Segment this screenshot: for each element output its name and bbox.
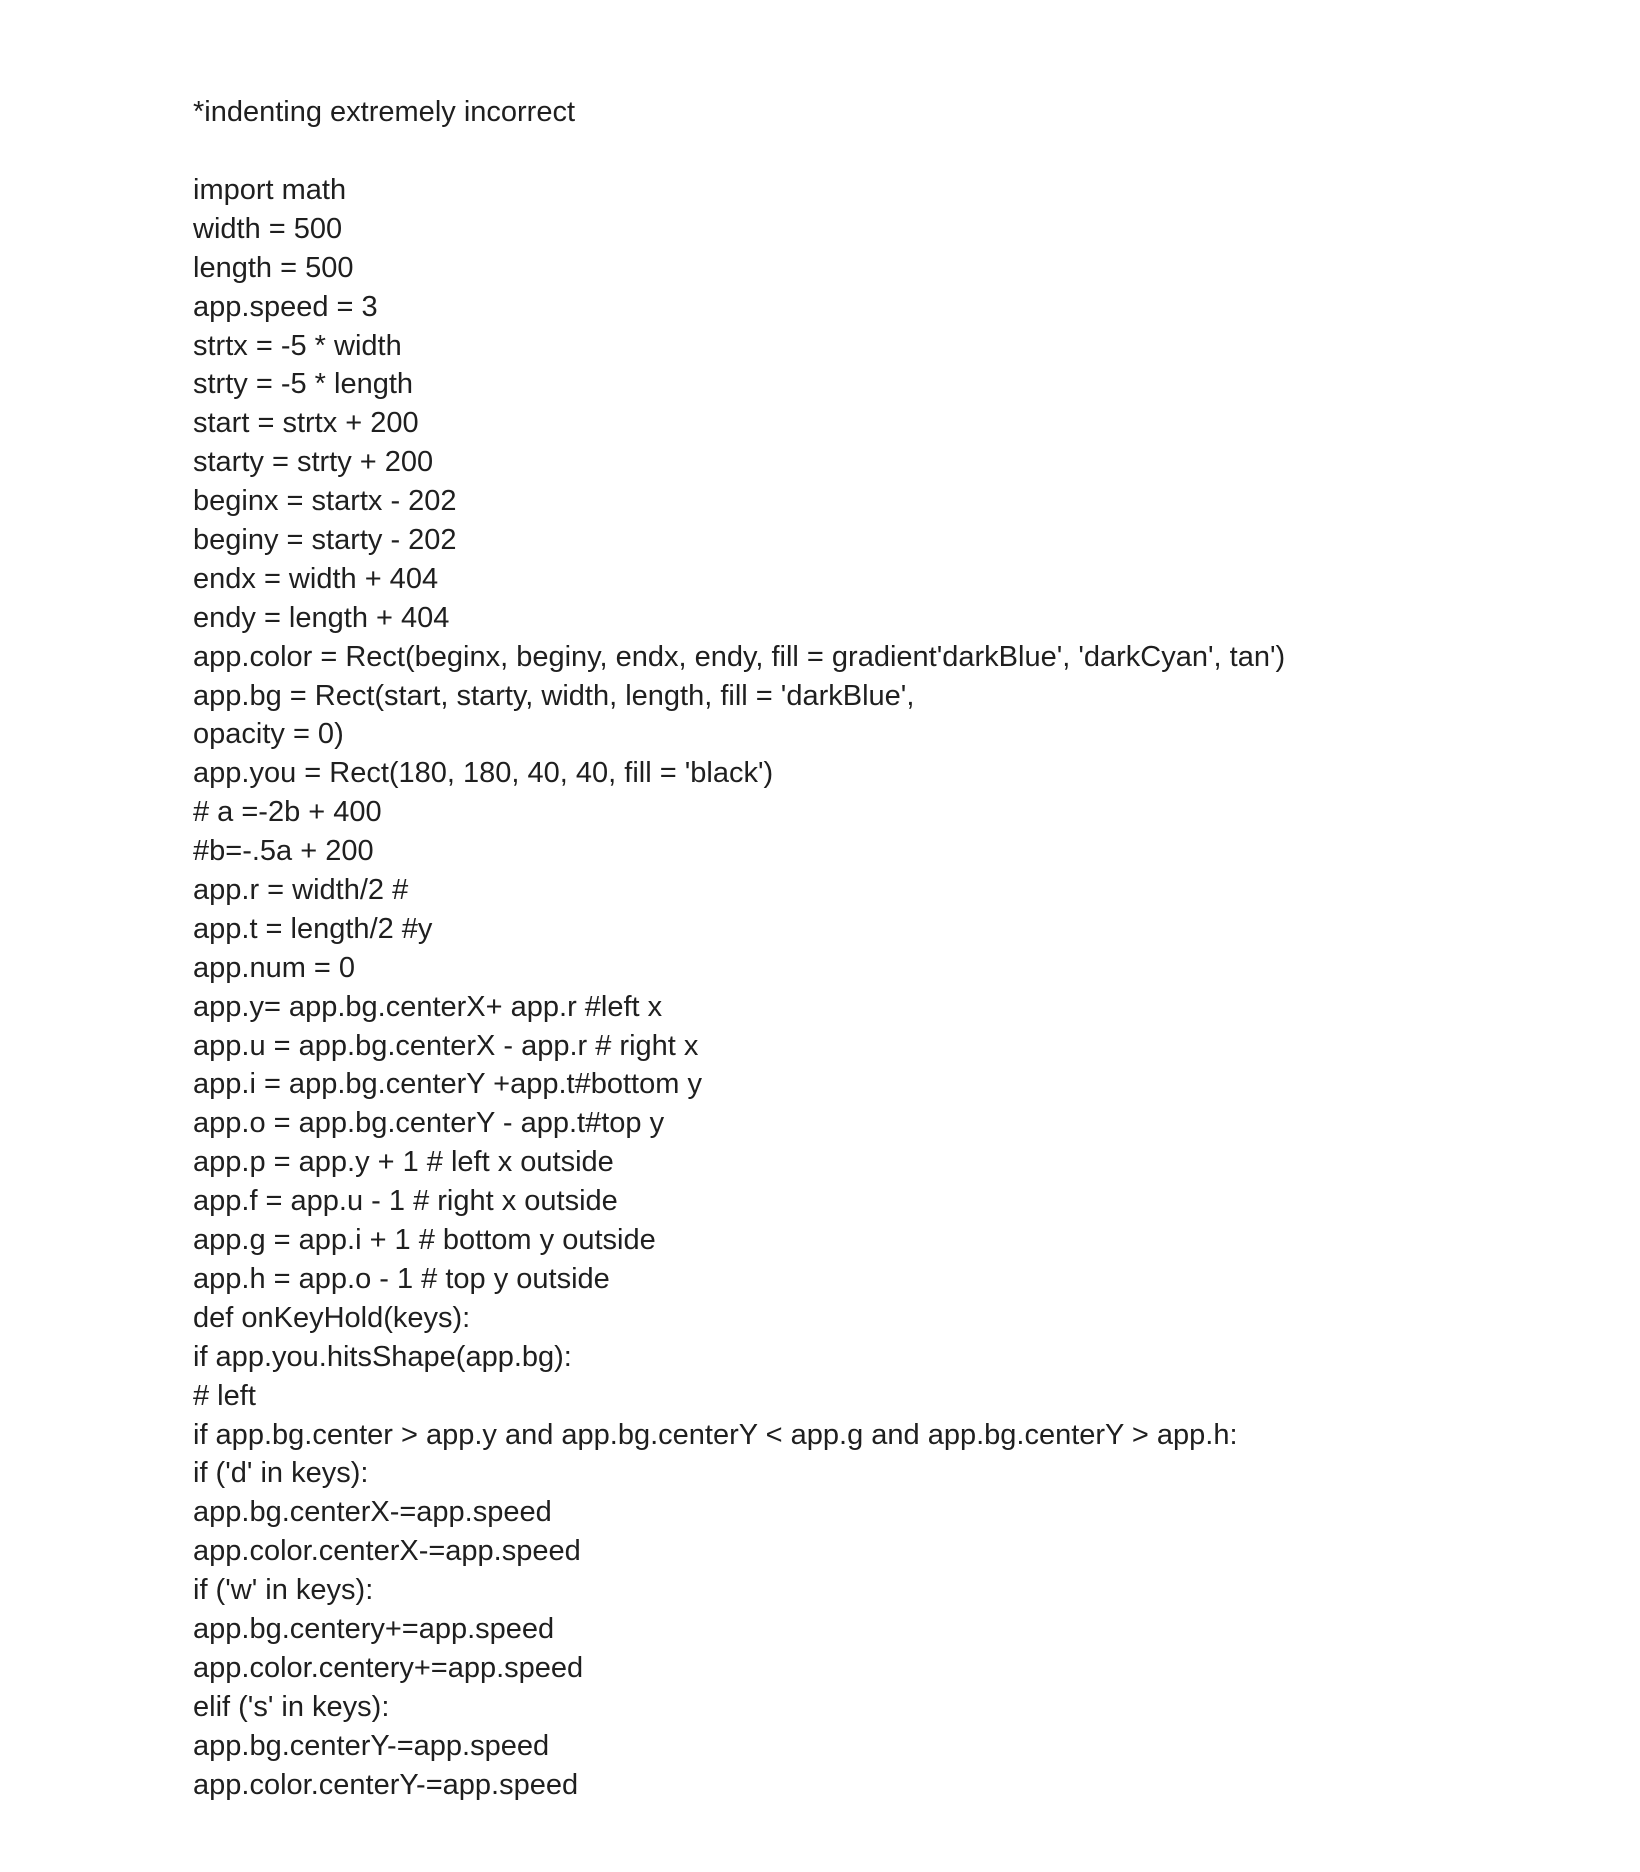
document-body	[193, 93, 1573, 1804]
code-line: app.t = length/2 #y	[193, 912, 433, 945]
code-line: app.bg = Rect(start, starty, width, length, fill = 'darkBlue',	[193, 679, 915, 712]
code-line: starty = strty + 200	[193, 446, 434, 479]
code-line: app.y= app.bg.centerX+ app.r #left x	[193, 990, 663, 1023]
code-line: endy = length + 404	[193, 601, 450, 634]
code-line: app.bg.centery+=app.speed	[193, 1612, 555, 1645]
indent-note: *indenting extremely incorrect	[193, 96, 576, 128]
code-line: if ('w' in keys):	[193, 1574, 374, 1607]
code-line: app.bg.centerY-=app.speed	[193, 1729, 550, 1762]
code-line: endx = width + 404	[193, 562, 439, 595]
code-line: app.color = Rect(beginx, beginy, endx, endy, fill = gradient'darkBlue', 'darkCyan', tan')	[193, 640, 1286, 673]
code-line: length = 500	[193, 251, 354, 284]
code-listing	[193, 171, 1573, 1804]
code-line: #b=-.5a + 200	[193, 835, 374, 868]
code-line: app.speed = 3	[193, 290, 378, 323]
code-line: app.u = app.bg.centerX - app.r # right x	[193, 1029, 699, 1062]
code-line: beginy = starty - 202	[193, 524, 457, 557]
code-line: app.p = app.y + 1 # left x outside	[193, 1146, 614, 1179]
code-line: opacity = 0)	[193, 718, 344, 751]
code-line: app.o = app.bg.centerY - app.t#top y	[193, 1107, 665, 1140]
code-line: width = 500	[193, 212, 343, 245]
code-line: app.bg.centerX-=app.speed	[193, 1496, 552, 1529]
code-line: app.color.centerX-=app.speed	[193, 1535, 581, 1568]
code-line: if app.bg.center > app.y and app.bg.centerY < app.g and app.bg.centerY > app.h:	[193, 1418, 1238, 1451]
code-line: app.color.centerY-=app.speed	[193, 1768, 579, 1801]
code-line: app.color.centery+=app.speed	[193, 1651, 584, 1684]
code-line: app.h = app.o - 1 # top y outside	[193, 1262, 610, 1295]
code-line: app.g = app.i + 1 # bottom y outside	[193, 1224, 656, 1257]
code-line: app.you = Rect(180, 180, 40, 40, fill = 'black')	[193, 757, 774, 790]
code-line: start = strtx + 200	[193, 407, 419, 440]
code-line: def onKeyHold(keys):	[193, 1301, 471, 1334]
code-line: app.i = app.bg.centerY +app.t#bottom y	[193, 1068, 702, 1101]
code-line: elif ('s' in keys):	[193, 1690, 390, 1723]
code-line: beginx = startx - 202	[193, 485, 457, 518]
code-line: app.f = app.u - 1 # right x outside	[193, 1185, 618, 1218]
code-line: if ('d' in keys):	[193, 1457, 369, 1490]
code-line: # a =-2b + 400	[193, 796, 382, 829]
code-line: # left	[193, 1379, 256, 1412]
code-line: strtx = -5 * width	[193, 329, 402, 362]
code-line: app.r = width/2 #	[193, 874, 409, 907]
code-line: strty = -5 * length	[193, 368, 414, 401]
code-line: import math	[193, 174, 347, 206]
code-line: if app.you.hitsShape(app.bg):	[193, 1340, 572, 1373]
code-line: app.num = 0	[193, 951, 356, 984]
